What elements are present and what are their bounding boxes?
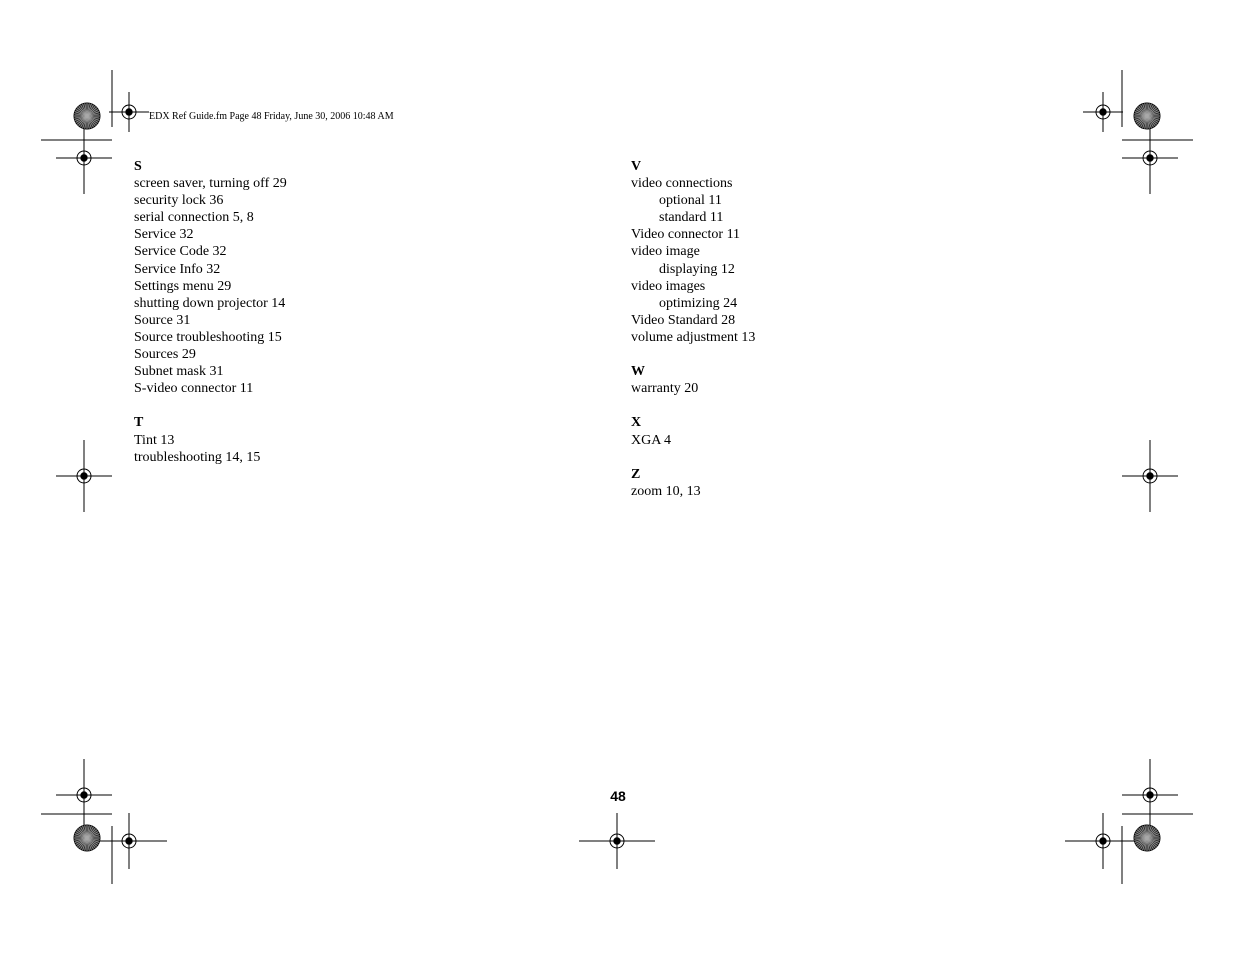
index-group xyxy=(631,363,755,397)
color-target-mark xyxy=(1134,103,1160,129)
registration-mark xyxy=(91,813,167,869)
index-entry: troubleshooting 14, 15 xyxy=(134,449,261,465)
page-number: 48 xyxy=(610,788,626,804)
index-group xyxy=(134,414,287,465)
index-entry: Service 32 xyxy=(134,227,194,243)
index-entry: Subnet mask 31 xyxy=(134,364,224,380)
index-column-left xyxy=(134,158,287,466)
registration-mark xyxy=(1122,440,1178,512)
index-column-right xyxy=(631,158,755,500)
registration-mark xyxy=(1083,92,1123,132)
index-entry: Source 31 xyxy=(134,312,191,328)
index-letter-heading: S xyxy=(134,159,142,174)
index-entry: security lock 36 xyxy=(134,193,224,209)
index-entry: volume adjustment 13 xyxy=(631,329,756,345)
index-group xyxy=(631,414,755,448)
index-subentry: optional 11 xyxy=(659,193,722,209)
index-entry: Video connector 11 xyxy=(631,227,741,243)
index-entry: video connections xyxy=(631,176,733,192)
index-entry: Tint 13 xyxy=(134,432,175,448)
index-group xyxy=(134,158,287,397)
index-subentry: standard 11 xyxy=(659,210,724,226)
registration-mark xyxy=(579,813,655,869)
index-entry: zoom 10, 13 xyxy=(631,483,701,499)
index-entry: Video Standard 28 xyxy=(631,312,736,328)
index-letter-heading: T xyxy=(134,415,144,431)
registration-mark xyxy=(1065,813,1141,869)
registration-mark xyxy=(1122,759,1178,831)
index-letter-heading: V xyxy=(631,159,642,174)
index-entry: warranty 20 xyxy=(631,381,699,397)
index-entry: video image xyxy=(631,244,700,260)
registration-mark xyxy=(56,759,112,831)
color-target-mark xyxy=(1134,825,1160,851)
index-letter-heading: X xyxy=(631,415,642,431)
index-entry: shutting down projector 14 xyxy=(134,295,286,311)
index-entry: Source troubleshooting 15 xyxy=(134,329,282,345)
index-entry: S-video connector 11 xyxy=(134,381,254,397)
index-entry: video images xyxy=(631,278,706,294)
index-entry: Settings menu 29 xyxy=(134,278,232,294)
color-target-mark xyxy=(74,825,100,851)
index-entry: serial connection 5, 8 xyxy=(134,210,254,226)
color-target-mark xyxy=(74,103,100,129)
index-group xyxy=(631,466,755,500)
index-entry: XGA 4 xyxy=(631,432,672,448)
index-letter-heading: W xyxy=(631,364,645,380)
registration-mark xyxy=(56,122,112,194)
index-entry: screen saver, turning off 29 xyxy=(134,176,287,192)
index-letter-heading: Z xyxy=(631,466,641,482)
document-header: EDX Ref Guide.fm Page 48 Friday, June 30, 2006 10:48 AM xyxy=(149,111,394,122)
registration-mark xyxy=(56,440,112,512)
registration-mark xyxy=(109,92,149,132)
index-subentry: displaying 12 xyxy=(659,261,735,277)
registration-mark xyxy=(1122,122,1178,194)
index-entry: Sources 29 xyxy=(134,347,196,363)
index-entry: Service Code 32 xyxy=(134,244,227,260)
index-group xyxy=(631,158,755,346)
index-subentry: optimizing 24 xyxy=(659,295,738,311)
index-entry: Service Info 32 xyxy=(134,261,221,277)
